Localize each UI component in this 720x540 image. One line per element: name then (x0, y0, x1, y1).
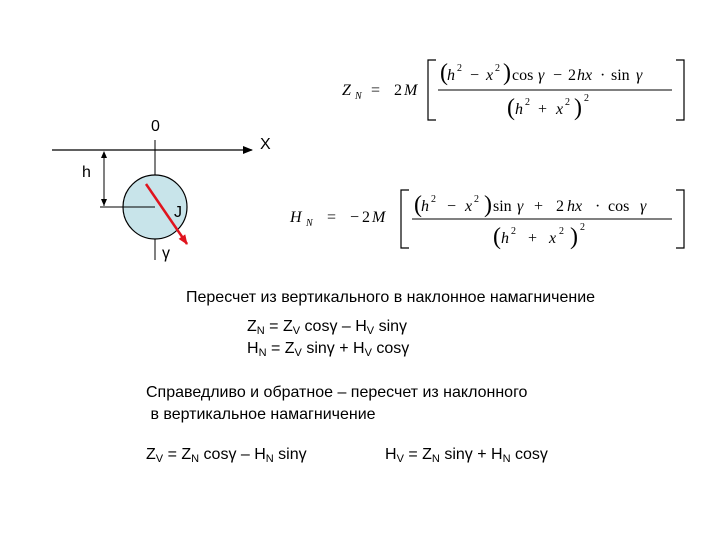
x-axis-label: X (260, 136, 271, 153)
svg-text:2: 2 (565, 97, 570, 108)
svg-text:): ) (574, 95, 582, 121)
svg-text:γ: γ (636, 67, 643, 84)
svg-text:M: M (372, 209, 386, 226)
equation-zv-from-inclined (146, 446, 307, 465)
angle-gamma-label: γ (162, 245, 170, 262)
eq-sub: N (256, 325, 265, 337)
svg-text:N: N (355, 91, 362, 102)
eq-part: cosγ – H (300, 318, 367, 335)
origin-label: 0 (151, 118, 160, 135)
svg-text:sin: sin (493, 198, 512, 215)
heading-inclined-to-vertical-line2: в вертикальное намагничение (146, 406, 376, 423)
svg-text:=: = (371, 82, 381, 99)
eq-sub: V (364, 347, 372, 359)
svg-text:cos: cos (512, 67, 534, 84)
equation-zn-from-vertical (247, 318, 407, 337)
svg-text:2: 2 (457, 63, 462, 74)
eq-sub: V (366, 325, 375, 337)
svg-text:h: h (447, 67, 455, 84)
svg-text:2: 2 (584, 93, 589, 104)
svg-text:h: h (515, 101, 523, 118)
svg-text:·: · (600, 67, 606, 84)
svg-text:hx: hx (577, 67, 593, 84)
svg-text:=: = (327, 209, 337, 226)
svg-text:Z: Z (342, 82, 351, 99)
svg-text:N: N (306, 218, 313, 229)
eq-sub: N (265, 453, 274, 465)
svg-text:): ) (570, 224, 578, 250)
eq-part: = Z (403, 446, 432, 463)
svg-text:2: 2 (431, 194, 436, 205)
magnetization-label: J (174, 204, 182, 221)
svg-text:+: + (538, 101, 548, 118)
svg-text:γ: γ (538, 67, 545, 84)
equation-hn-from-vertical (247, 340, 409, 359)
equation-hv-from-inclined (385, 446, 548, 465)
eq-sub: N (258, 347, 267, 359)
eq-sub: V (396, 453, 404, 465)
svg-text:2: 2 (511, 226, 516, 237)
eq-part: sinγ + H (301, 340, 365, 357)
heading-vertical-to-inclined: Пересчет из вертикального в наклонное намагничение (186, 289, 596, 306)
svg-text:x: x (465, 198, 473, 215)
eq-sub: N (431, 453, 440, 465)
eq-part: = Z (266, 340, 295, 357)
eq-sub: V (292, 325, 301, 337)
eq-part: sinγ (374, 318, 408, 335)
svg-text:(: ( (414, 192, 422, 218)
svg-text:hx: hx (567, 198, 583, 215)
svg-text:x: x (556, 101, 564, 118)
svg-text:(: ( (493, 224, 501, 250)
eq-part: cosγ (510, 446, 548, 463)
svg-text:2: 2 (525, 97, 530, 108)
eq-part: cosγ – H (199, 446, 266, 463)
svg-text:−: − (470, 67, 480, 84)
svg-text:cos: cos (608, 198, 630, 215)
eq-part: = Z (264, 318, 293, 335)
eq-part: H (385, 446, 397, 463)
svg-text:2: 2 (495, 63, 500, 74)
eq-part: sinγ (273, 446, 307, 463)
svg-text:+: + (534, 198, 544, 215)
eq-part: Z (247, 318, 257, 335)
svg-text:sin: sin (611, 67, 630, 84)
svg-text:H: H (290, 209, 302, 226)
svg-text:2: 2 (362, 209, 370, 226)
svg-text:h: h (421, 198, 429, 215)
svg-text:−: − (553, 67, 563, 84)
svg-text:γ: γ (517, 198, 524, 215)
svg-text:2: 2 (394, 82, 402, 99)
svg-text:): ) (503, 60, 511, 86)
svg-text:(: ( (507, 95, 515, 121)
eq-part: = Z (163, 446, 192, 463)
eq-sub: V (294, 347, 302, 359)
heading-inclined-to-vertical-line1: Справедливо и обратное – пересчет из наклонного (146, 384, 528, 401)
svg-text:+: + (528, 230, 538, 247)
svg-text:2: 2 (556, 198, 564, 215)
svg-text:·: · (595, 198, 601, 215)
svg-text:−: − (350, 209, 360, 226)
eq-sub: N (191, 453, 200, 465)
eq-part: H (247, 340, 259, 357)
svg-text:h: h (501, 230, 509, 247)
eq-sub: V (155, 453, 164, 465)
svg-text:(: ( (440, 60, 448, 86)
svg-text:−: − (447, 198, 457, 215)
svg-text:2: 2 (559, 226, 564, 237)
svg-text:2: 2 (568, 67, 576, 84)
eq-sub: N (502, 453, 511, 465)
depth-label: h (82, 164, 91, 181)
svg-text:): ) (484, 192, 492, 218)
eq-part: sinγ + H (439, 446, 503, 463)
svg-text:x: x (549, 230, 557, 247)
svg-text:2: 2 (474, 194, 479, 205)
svg-text:M: M (404, 82, 418, 99)
svg-text:γ: γ (640, 198, 647, 215)
eq-part: cosγ (371, 340, 410, 357)
svg-text:2: 2 (580, 222, 585, 233)
svg-text:x: x (486, 67, 494, 84)
eq-part: Z (146, 446, 156, 463)
